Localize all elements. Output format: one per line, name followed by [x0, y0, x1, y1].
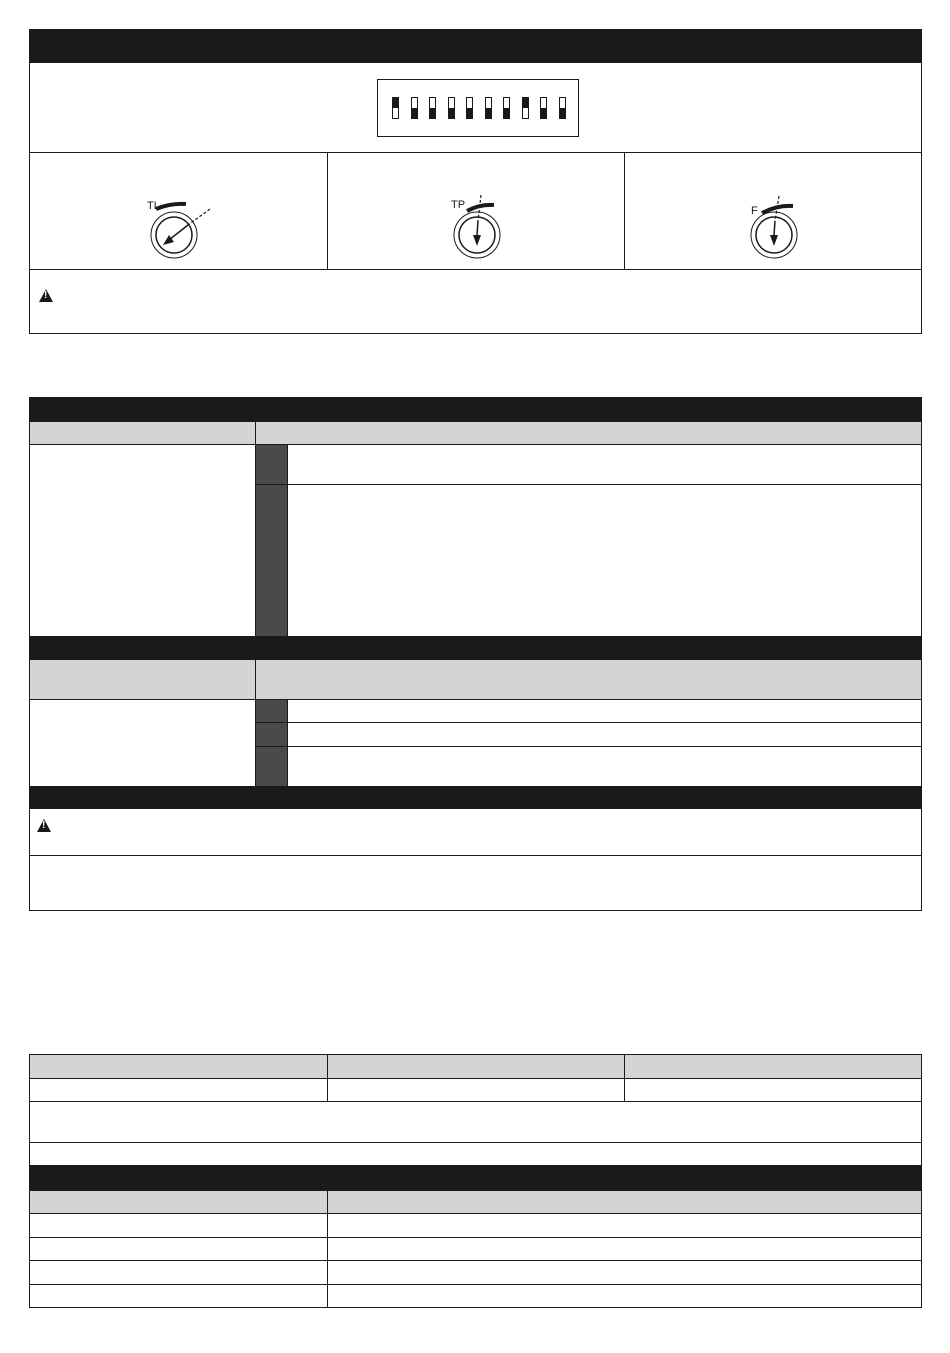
- section3-header-col-2: [327, 1054, 625, 1079]
- section2-group2-row-1: [287, 699, 922, 723]
- section1-warning-row: [29, 269, 922, 334]
- section3-table-row-2-right: [327, 1237, 922, 1261]
- section2-group2-row-3: [287, 746, 922, 787]
- dip-switch-knob: [412, 108, 417, 118]
- warning-icon: [39, 289, 53, 302]
- f-dial-icon: [625, 153, 923, 271]
- section2-group1-row-2: [287, 484, 922, 637]
- section3-table-row-3-right: [327, 1260, 922, 1285]
- dial-cell-tp: [327, 152, 625, 270]
- section3-row-col-2: [327, 1078, 625, 1102]
- section3-header-col-3: [624, 1054, 922, 1079]
- warning-icon: [37, 819, 51, 832]
- section2-warning-row: [29, 808, 922, 856]
- section2-group1-label-cell: [29, 444, 256, 637]
- section3-table-row-1-left: [29, 1213, 328, 1238]
- section3-table-row-4-left: [29, 1284, 328, 1308]
- section2-subheader2-right: [255, 659, 922, 700]
- dip-switch-knob: [486, 108, 491, 118]
- dip-switch-knob: [449, 108, 454, 118]
- section2-group1-row-1: [287, 444, 922, 485]
- section2-note-row: [29, 855, 922, 911]
- section2-divider-bar: [29, 636, 922, 660]
- tl-dial-label: TL: [147, 200, 160, 212]
- section3-note-row-2: [29, 1142, 922, 1166]
- dip-switch-knob: [467, 108, 472, 118]
- section2-subheader-right: [255, 421, 922, 445]
- dip-switch-knob: [523, 98, 528, 108]
- dip-switch-10: [559, 97, 566, 119]
- f-dial-label: F: [751, 205, 758, 217]
- dip-switch-knob: [560, 108, 565, 118]
- dip-switch-6: [485, 97, 492, 119]
- section3-header-col-1: [29, 1054, 328, 1079]
- section2-group1-marker-2: [255, 484, 288, 637]
- dip-switch-knob: [541, 108, 546, 118]
- tp-dial-label: TP: [451, 199, 466, 211]
- dial-cell-tl: [29, 152, 328, 270]
- dip-switch-3: [429, 97, 436, 119]
- tp-dial-icon: [328, 153, 626, 271]
- dip-switch-8: [522, 97, 529, 119]
- dip-switch-bank: [377, 79, 579, 137]
- dip-switch-5: [466, 97, 473, 119]
- section3-table-row-1-right: [327, 1213, 922, 1238]
- section2-group2-marker-1: [255, 699, 288, 723]
- dip-switch-7: [503, 97, 510, 119]
- section3-table-row-2-left: [29, 1237, 328, 1261]
- dip-switch-2: [411, 97, 418, 119]
- dip-switch-4: [448, 97, 455, 119]
- section1-header-bar: [29, 29, 922, 63]
- section3-table-row-4-right: [327, 1284, 922, 1308]
- dip-switch-knob: [430, 108, 435, 118]
- dial-cell-f: [624, 152, 922, 270]
- dip-switch-1: [392, 97, 399, 119]
- section3-table-row-3-left: [29, 1260, 328, 1285]
- section3-note-row: [29, 1101, 922, 1143]
- section2-footer-bar: [29, 786, 922, 809]
- section3-row-col-3: [624, 1078, 922, 1102]
- section3-row-col-1: [29, 1078, 328, 1102]
- tl-dial-icon: [30, 153, 329, 271]
- section2-group2-row-2: [287, 722, 922, 747]
- section2-group2-marker-2: [255, 722, 288, 747]
- section3-dark-bar: [29, 1165, 922, 1191]
- section3-subheader-left: [29, 1190, 328, 1214]
- dip-switch-knob: [504, 108, 509, 118]
- section2-header-bar: [29, 397, 922, 422]
- section2-group1-marker-1: [255, 444, 288, 485]
- section3-subheader-right: [327, 1190, 922, 1214]
- section2-group2-marker-3: [255, 746, 288, 787]
- dip-switch-knob: [393, 98, 398, 108]
- dip-switch-container: [392, 97, 572, 123]
- dip-switch-9: [540, 97, 547, 119]
- section2-subheader2-left: [29, 659, 256, 700]
- section2-subheader-left: [29, 421, 256, 445]
- section2-group2-label-cell: [29, 699, 256, 787]
